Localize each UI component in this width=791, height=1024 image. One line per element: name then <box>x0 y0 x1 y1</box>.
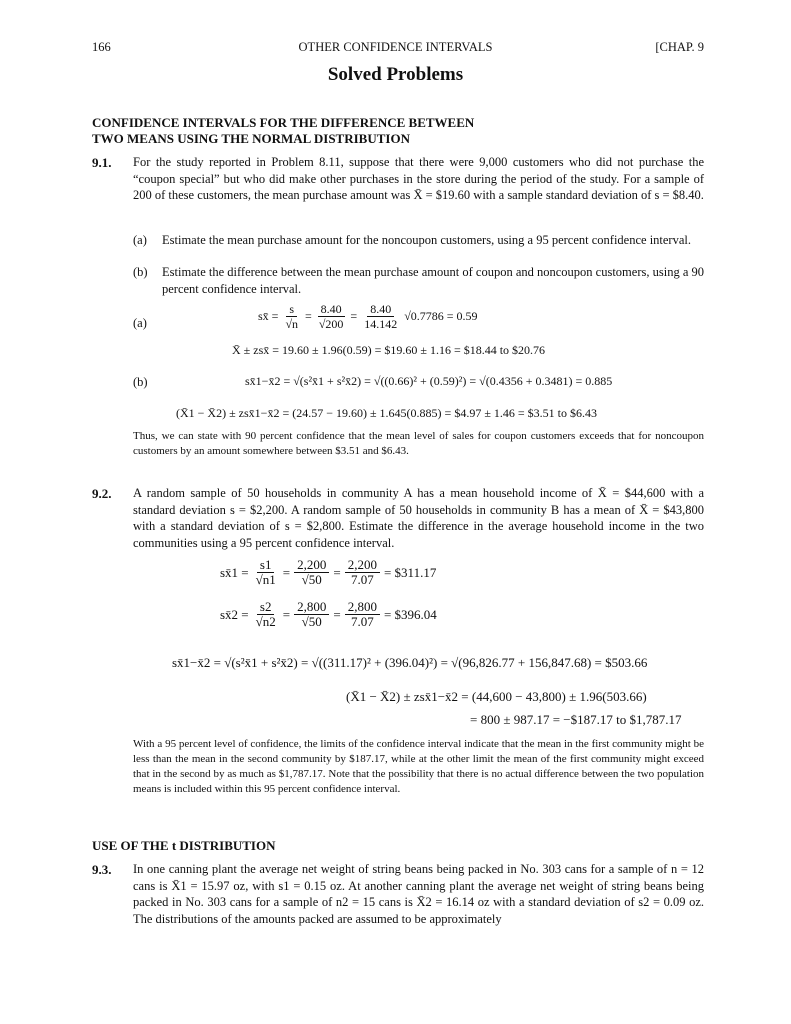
problem-number-9-3: 9.3. <box>92 862 112 877</box>
problem-9-2-text: A random sample of 50 households in community A has a mean household income of X̄ = $44,600 with a standard deviation s = $2,200. A random sample of 50 households in community B has a mean of X̄ = $43,800 with a standard deviation of s = $2,800. Estimate the difference in the average household income in the two communities using a 95 percent confidence interval. <box>133 486 704 550</box>
section-heading-normal: CONFIDENCE INTERVALS FOR THE DIFFERENCE BETWEEN TWO MEANS USING THE NORMAL DISTRIBUTION <box>92 115 475 146</box>
problem-number-9-1: 9.1. <box>92 155 112 170</box>
page-number: 166 <box>92 40 111 54</box>
chapter-label: [CHAP. 9 <box>655 40 704 54</box>
equation-b2: (X̄1 − X̄2) ± zsx̄1−x̄2 = (24.57 − 19.60) ± 1.645(0.885) = $4.97 ± 1.46 = $3.51 to $6.43 <box>176 406 598 420</box>
equation-ci: (X̄1 − X̄2) ± zsx̄1−x̄2 = (44,600 − 43,800) ± 1.96(503.66) <box>346 689 647 704</box>
equation-a1: sx̄ = $\frac{s}{√n}$ = $\frac{8.40}{√200}$ = $\frac{8.40}{14.142}$ √0.7786 = 0.59 <box>258 302 478 331</box>
running-title: OTHER CONFIDENCE INTERVALS <box>298 40 493 54</box>
equation-ci-result: = 800 ± 987.17 = −$187.17 to $1,787.17 <box>470 712 682 727</box>
problem-9-3-text: In one canning plant the average net weight of string beans being packed in No. 303 cans for a sample of n = 12 cans is X̄1 = 15.97 oz, with s1 = 0.15 oz. At another canning plant the average net weight of string beans being packed in No. 303 cans for a sample of n2 = 15 cans is X̄2 = 16.14 oz with a standard deviation of s2 = 0.09 oz. The distributions of the amounts packed are assumed to be approximately <box>133 862 704 926</box>
equation-a2: X̄ ± zsx̄ = 19.60 ± 1.96(0.59) = $19.60 ± 1.16 = $18.44 to $20.76 <box>232 343 546 357</box>
solution-a-label: (a) <box>133 316 147 330</box>
part-b-label: (b) <box>133 265 148 279</box>
problem-9-1-conclusion: Thus, we can state with 90 percent confidence that the mean level of sales for coupon customers exceeds that for noncoupon customers by an amount somewhere between $3.51 and $6.43. <box>133 430 704 457</box>
page-title: Solved Problems <box>327 64 464 85</box>
equation-b1: sx̄1−x̄2 = √(s²x̄1 + s²x̄2) = √((0.66)² + (0.59)²) = √(0.4356 + 0.3481) = 0.885 <box>245 374 613 388</box>
equation-diff-se: sx̄1−x̄2 = √(s²x̄1 + s²x̄2) = √((311.17)² + (396.04)²) = √(96,826.77 + 156,847.68) = $503.66 <box>172 655 648 670</box>
section-heading-t: USE OF THE t DISTRIBUTION <box>92 838 276 853</box>
part-a-label: (a) <box>133 233 147 247</box>
problem-9-2-conclusion: With a 95 percent level of confidence, the limits of the confidence interval indicate that the mean in the first community might be less than the mean in the second community by $187.17, while at the other limit the mean of the first community might exceed that in the second by as much as $1,787.17. Note that the possibility that there is no actual difference between the two population means is included within this 95 percent confidence interval. <box>133 738 704 795</box>
problem-9-1-text: For the study reported in Problem 8.11, suppose that there were 9,000 customers who did not purchase the “coupon special” but who did make other purchases in the store during the period of the study. For a sample of 200 of these customers, the mean purchase amount was X̄ = $19.60 with a sample standard deviation of s = $8.40. <box>133 155 704 202</box>
part-a-text: Estimate the mean purchase amount for the noncoupon customers, using a 95 percent confidence interval. <box>162 233 691 247</box>
problem-number-9-2: 9.2. <box>92 486 112 501</box>
solution-b-label: (b) <box>133 375 148 389</box>
equation-s2: sx̄2 = $\frac{s2}{√n2}$ = $\frac{2,800}{√50}$ = $\frac{2,800}{7.07}$ = $396.04 <box>220 599 437 629</box>
equation-s1: sx̄1 = $\frac{s1}{√n1}$ = $\frac{2,200}{√50}$ = $\frac{2,200}{7.07}$ = $311.17 <box>220 557 437 587</box>
part-b-text: Estimate the difference between the mean purchase amount of coupon and noncoupon customers, using a 90 percent confidence interval. <box>162 265 704 296</box>
